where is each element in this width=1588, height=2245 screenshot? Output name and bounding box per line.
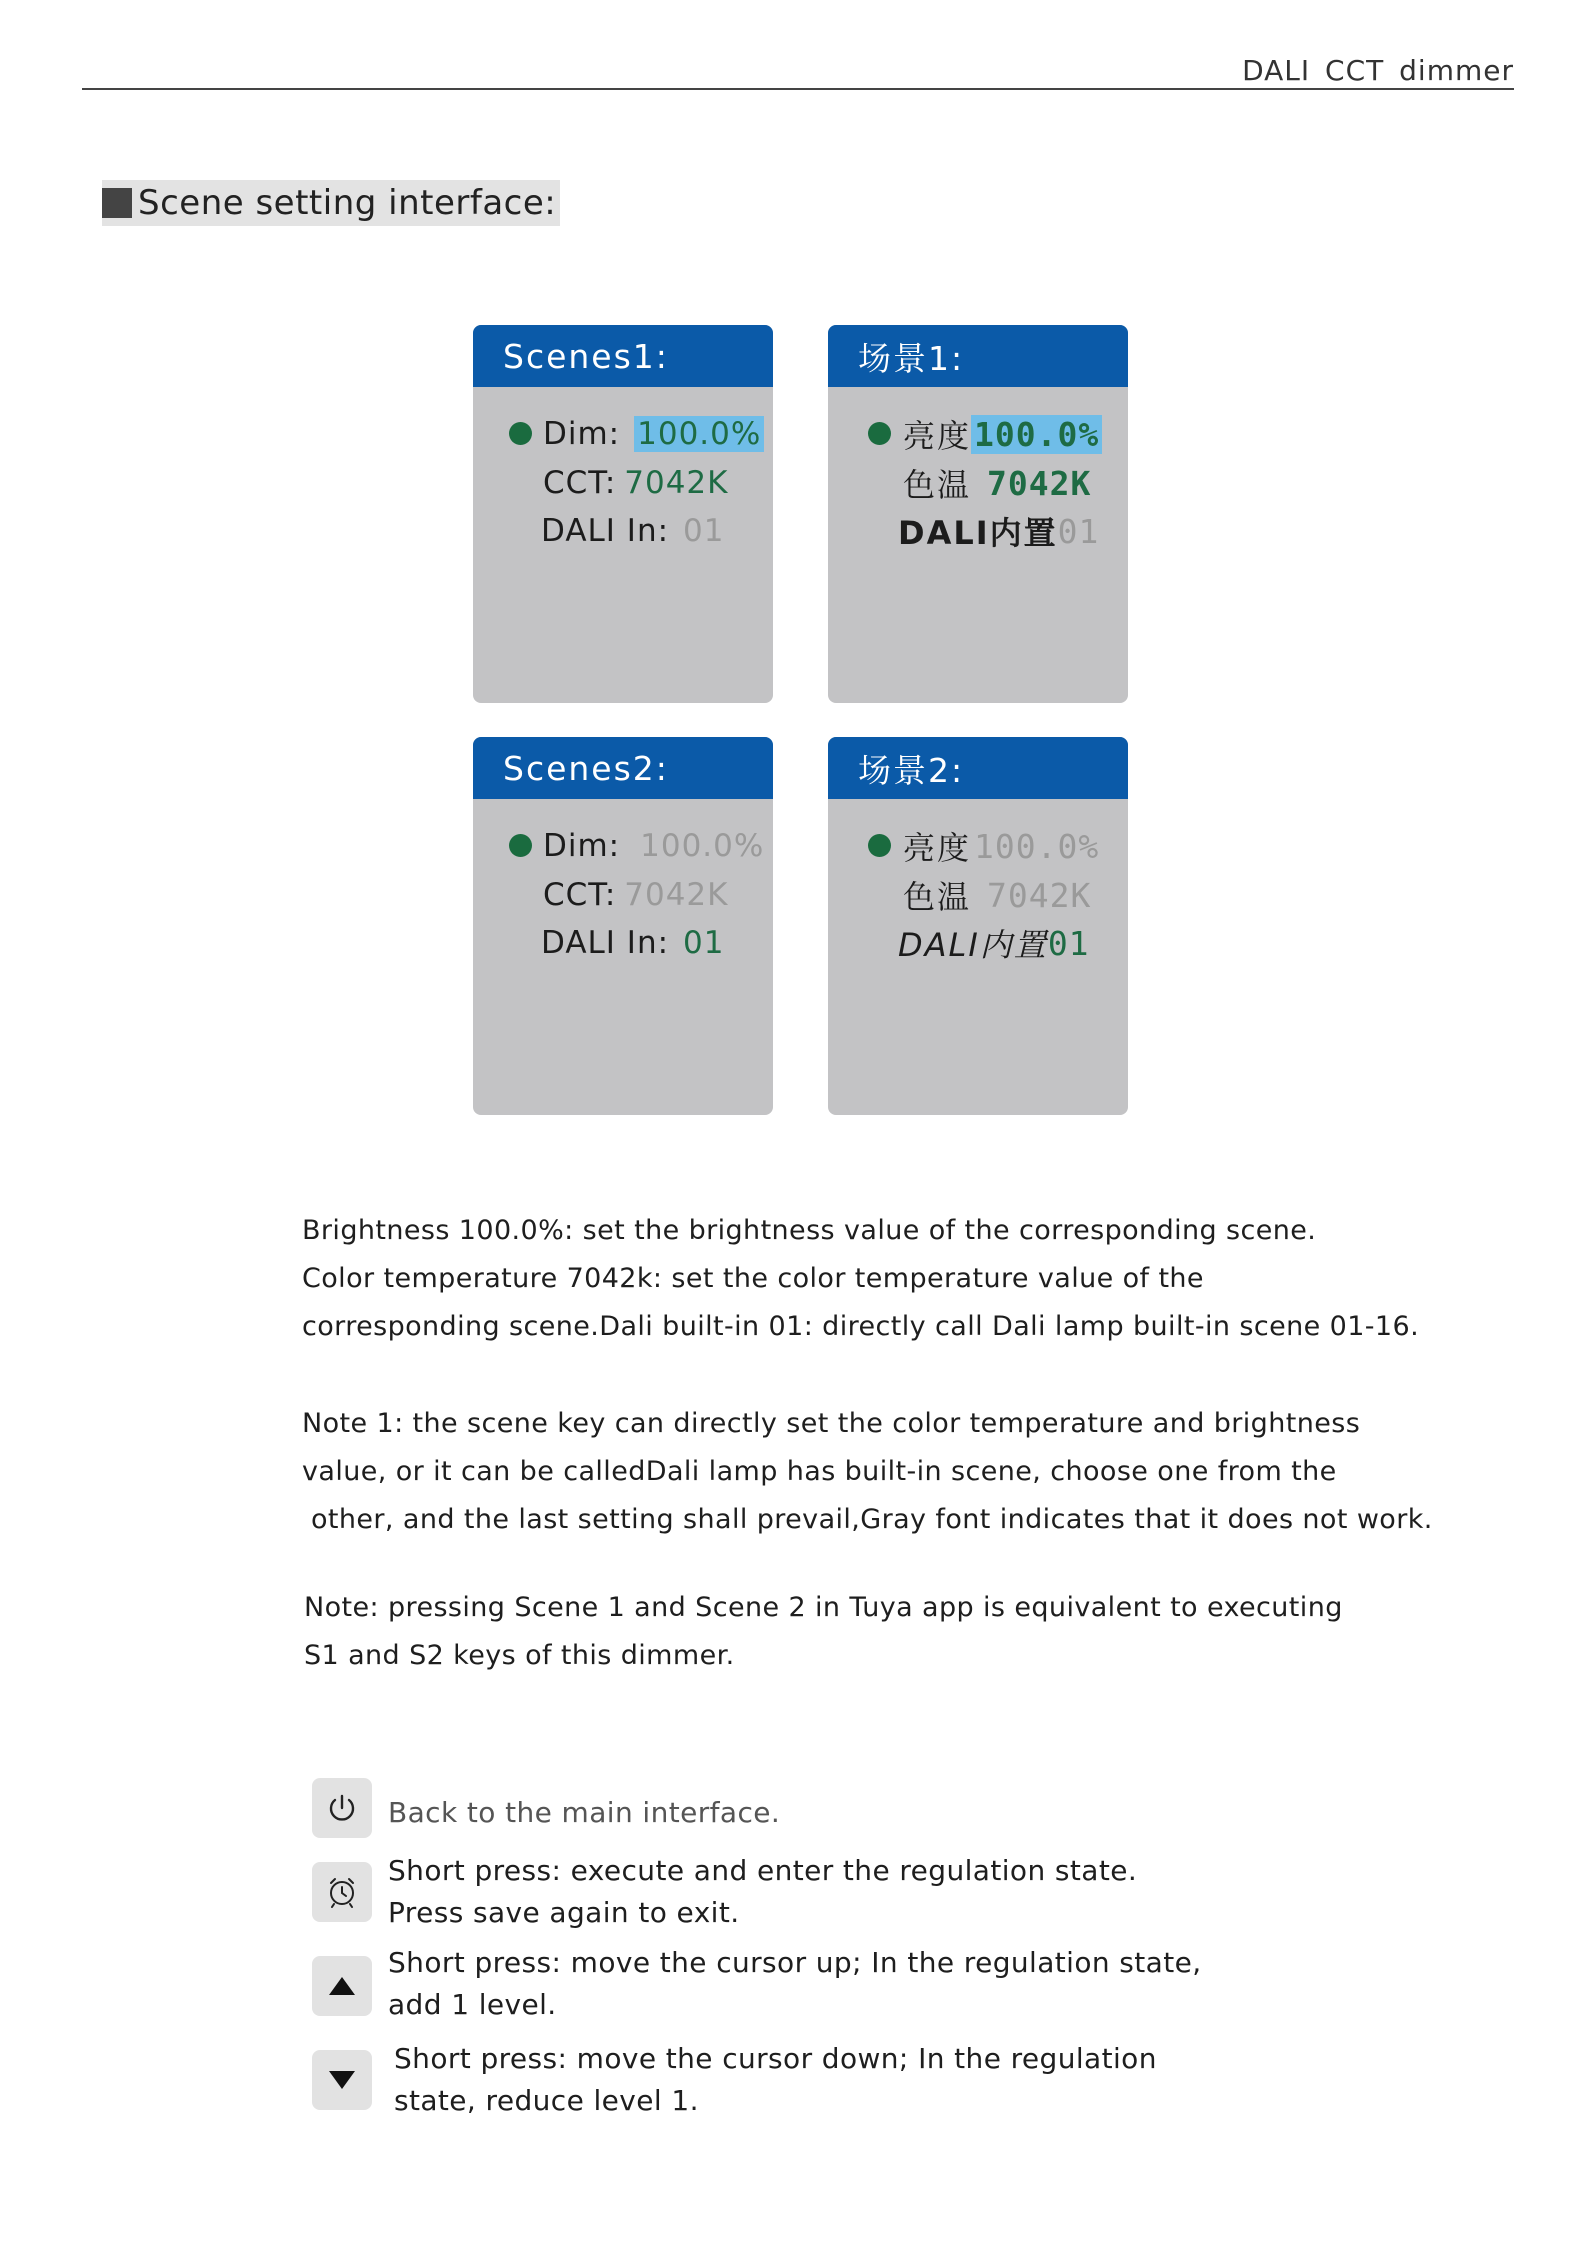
- row-label: DALI In:: [541, 925, 670, 961]
- text-line: Brightness 100.0%: set the brightness value of the corresponding scene.: [302, 1215, 1317, 1246]
- panel-title: Scenes1:: [473, 325, 773, 387]
- row-label: CCT:: [543, 465, 617, 501]
- key-description-up: [312, 1946, 1202, 2026]
- description-paragraph: [302, 1207, 1419, 1351]
- row-label: DALI In:: [541, 513, 670, 549]
- key-text: [394, 2038, 1157, 2122]
- key-description-save: [312, 1854, 1138, 1934]
- row-value-highlighted: 100.0%: [971, 415, 1102, 454]
- screen-panel-scene2-zh: [828, 737, 1128, 1115]
- panel-row-brightness: [903, 412, 1102, 456]
- key-description-back: [312, 1778, 780, 1838]
- header-divider: [82, 88, 1514, 90]
- row-label: 亮度: [903, 417, 972, 455]
- section-heading: [102, 180, 560, 226]
- arrow-down-icon: [327, 2069, 357, 2091]
- text-line: other, and the last setting shall prevail,Gray font indicates that it does not work.: [302, 1504, 1433, 1535]
- panel-row-dali: [541, 509, 725, 553]
- row-label: DALI内置: [898, 514, 1058, 552]
- text-line: S1 and S2 keys of this dimmer.: [304, 1640, 735, 1671]
- power-key: [312, 1778, 372, 1838]
- panel-row-dali-builtin: [898, 921, 1090, 965]
- panel-row-dali-builtin: [898, 509, 1099, 553]
- text-line: Color temperature 7042k: set the color temperature value of the: [302, 1263, 1204, 1294]
- cursor-bullet-icon: [509, 834, 532, 857]
- text-line: Short press: execute and enter the regulation state.: [388, 1854, 1138, 1887]
- panel-row-dim: [543, 412, 764, 456]
- document-header-title: DALI CCT dimmer: [1242, 54, 1514, 87]
- screen-panel-scene2-en: [473, 737, 773, 1115]
- row-label: 色温: [903, 878, 972, 916]
- row-label: CCT:: [543, 877, 617, 913]
- text-line: value, or it can be calledDali lamp has built-in scene, choose one from the: [302, 1456, 1337, 1487]
- alarm-clock-icon: [324, 1874, 360, 1910]
- row-value: 7042K: [624, 465, 729, 501]
- panel-title: 场景1:: [828, 325, 1128, 387]
- panel-row-cct: [543, 461, 729, 505]
- power-icon: [325, 1791, 359, 1825]
- section-heading-text: Scene setting interface:: [138, 183, 557, 223]
- row-value-disabled: 7042K: [987, 875, 1092, 915]
- text-line: Press save again to exit.: [388, 1896, 740, 1929]
- text-line: add 1 level.: [388, 1988, 557, 2021]
- row-value-disabled: 100.0%: [640, 828, 765, 864]
- screen-panel-scene1-zh: [828, 325, 1128, 703]
- note-1-paragraph: [302, 1400, 1433, 1544]
- panel-row-color-temp: [903, 461, 1091, 505]
- row-label: DALI内置: [898, 926, 1048, 964]
- note-2-paragraph: [304, 1584, 1343, 1680]
- text-line: Back to the main interface.: [388, 1796, 781, 1829]
- text-line: corresponding scene.Dali built-in 01: directly call Dali lamp built-in scene 01-16.: [302, 1311, 1420, 1342]
- down-key: [312, 2050, 372, 2110]
- text-line: Note 1: the scene key can directly set the color temperature and brightness: [302, 1408, 1361, 1439]
- text-line: Note: pressing Scene 1 and Scene 2 in Tuya app is equivalent to executing: [304, 1592, 1343, 1623]
- row-label: 亮度: [903, 829, 972, 867]
- text-line: state, reduce level 1.: [394, 2084, 699, 2117]
- panel-title: 场景2:: [828, 737, 1128, 799]
- row-value-highlighted: 100.0%: [634, 416, 764, 452]
- panel-row-dali: [541, 921, 725, 965]
- save-key: [312, 1862, 372, 1922]
- text-line: Short press: move the cursor up; In the regulation state,: [388, 1946, 1202, 1979]
- up-key: [312, 1956, 372, 2016]
- key-text: [388, 1942, 1202, 2026]
- panel-title: Scenes2:: [473, 737, 773, 799]
- row-value-disabled: 7042K: [624, 877, 729, 913]
- row-value-disabled: 01: [1057, 511, 1100, 551]
- cursor-bullet-icon: [868, 834, 891, 857]
- key-text: [388, 1778, 780, 1838]
- panel-row-cct: [543, 873, 729, 917]
- key-text: [388, 1850, 1137, 1934]
- row-label: Dim:: [543, 416, 621, 452]
- row-value-disabled: 100.0%: [974, 826, 1100, 866]
- row-value-disabled: 01: [683, 513, 725, 549]
- panel-row-color-temp: [903, 873, 1091, 917]
- cursor-bullet-icon: [509, 422, 532, 445]
- cursor-bullet-icon: [868, 422, 891, 445]
- key-description-down: [312, 2042, 1157, 2122]
- row-label: 色温: [903, 466, 972, 504]
- panel-row-brightness: [903, 824, 1099, 868]
- panel-row-dim: [543, 824, 764, 868]
- arrow-up-icon: [327, 1975, 357, 1997]
- screen-panel-scene1-en: [473, 325, 773, 703]
- text-line: Short press: move the cursor down; In the regulation: [394, 2042, 1157, 2075]
- row-value: 7042K: [987, 463, 1092, 503]
- square-bullet-icon: [102, 188, 132, 218]
- row-value: 01: [683, 925, 725, 961]
- row-label: Dim:: [543, 828, 621, 864]
- row-value: 01: [1047, 923, 1090, 963]
